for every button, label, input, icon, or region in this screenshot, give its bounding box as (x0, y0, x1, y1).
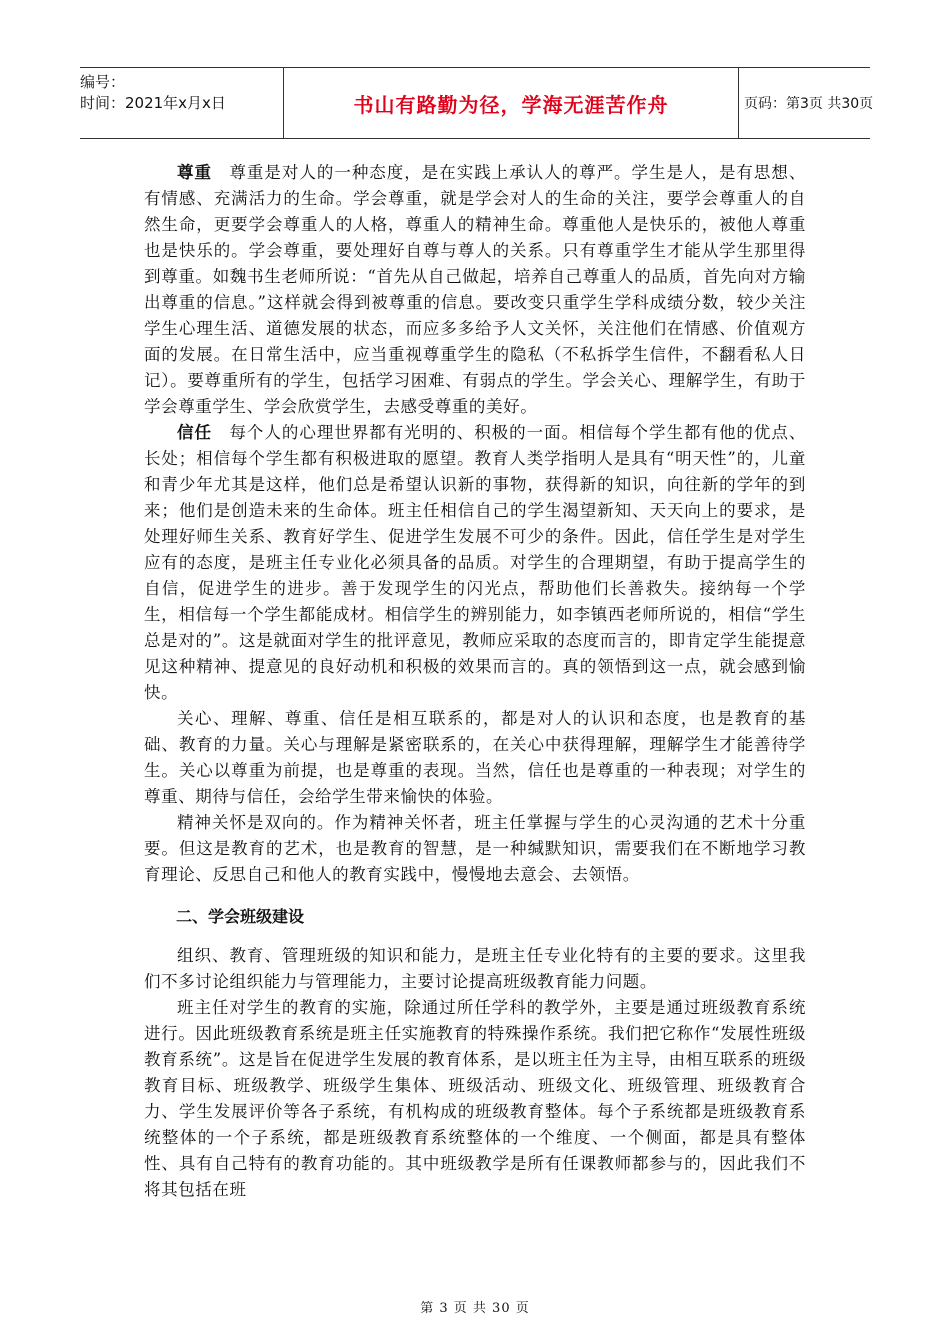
time-label: 时间：2021年x月x日 (80, 94, 226, 112)
paragraph-trust (144, 420, 806, 706)
paragraph-class-system: 班主任对学生的教育的实施，除通过所任学科的教学外，主要是通过班级教育系统进行。因此班级教育系统是班主任实施教育的特殊操作系统。我们把它称作“发展性班级教育系统”。这是旨在促进学生发展的教育体系，是以班主任为主导，由相互联系的班级教育目标、班级教学、班级学生集体、班级活动、班级文化、班级管理、班级教育合力、学生发展评价等各子系统，有机构成的班级教育整体。每个子系统都是班级教育系统整体的一个子系统，都是班级教育系统整体的一个维度、一个侧面，都是具有整体性、具有自己特有的教育功能的。其中班级教学是所有任课教师都参与的，因此我们不将其包括在班 (144, 998, 806, 1199)
section-title: 二、学会班级建设 (176, 907, 305, 926)
keyword-trust: 信任 (177, 423, 212, 442)
code-label: 编号： (80, 73, 126, 91)
paragraph-relations: 关心、理解、尊重、信任是相互联系的，都是对人的认识和态度，也是教育的基础、教育的力量。关心与理解是紧密联系的，在关心中获得理解，理解学生才能善待学生。关心以尊重为前提，也是尊重的表现。当然，信任也是尊重的一种表现；对学生的尊重、期待与信任，会给学生带来愉快的体验。 (144, 709, 806, 806)
document-body (144, 160, 806, 1203)
keyword-respect: 尊重 (177, 163, 212, 182)
page-footer: 第 3 页 共 30 页 (420, 1301, 530, 1316)
paragraph-respect-text: 尊重是对人的一种态度，是在实践上承认人的尊严。学生是人，是有思想、有情感、充满活力的生命。学会尊重，就是学会对人的生命的关注，要学会尊重人的自然生命，更要学会尊重人的人格，尊重人的精神生命。尊重他人是快乐的，被他人尊重也是快乐的。学会尊重，要处理好自尊与尊人的关系。只有尊重学生才能从学生那里得到尊重。如魏书生老师所说：“首先从自己做起，培养自己尊重人的品质，首先向对方输出尊重的信息。”这样就会得到被尊重的信息。要改变只重学生学科成绩分数，较少关注学生心理生活、道德发展的状态，而应多多给予人文关怀，关注他们在情感、价值观方面的发展。在日常生活中，应当重视尊重学生的隐私（不私拆学生信件，不翻看私人日记）。要尊重所有的学生，包括学习困难、有弱点的学生。学会关心、理解学生，有助于学会尊重学生、学会欣赏学生，去感受尊重的美好。 (144, 163, 806, 416)
paragraph-spiritual-care: 精神关怀是双向的。作为精神关怀者，班主任掌握与学生的心灵沟通的艺术十分重要。但这是教育的艺术，也是教育的智慧，是一种缄默知识，需要我们在不断地学习教育理论、反思自己和他人的教育实践中，慢慢地去意会、去领悟。 (144, 813, 806, 884)
page-label: 页码：第3页 共30页 (744, 96, 874, 112)
header-meta (80, 68, 283, 142)
paragraph-class-ability: 组织、教育、管理班级的知识和能力，是班主任专业化特有的主要的要求。这里我们不多讨论组织能力与管理能力，主要讨论提高班级教育能力问题。 (144, 946, 806, 991)
header-page-cell (740, 68, 874, 138)
header-motto-cell (283, 68, 739, 138)
paragraph-trust-text: 每个人的心理世界都有光明的、积极的一面。相信每个学生都有他的优点、长处；相信每个学生都有积极进取的愿望。教育人类学指明人是具有“明天性”的，儿童和青少年尤其是这样，他们总是希望认识新的事物，获得新的知识，向往新的学年的到来；他们是创造未来的生命体。班主任相信自己的学生渴望新知、天天向上的要求，是处理好师生关系、教育好学生、促进学生发展不可少的条件。因此，信任学生是对学生应有的态度，是班主任专业化必须具备的品质。对学生的合理期望，有助于提高学生的自信，促进学生的进步。善于发现学生的闪光点，帮助他们长善救失。接纳每一个学生，相信每一个学生都能成材。相信学生的辨别能力，如李镇西老师所说的，相信“学生总是对的”。这是就面对学生的批评意见，教师应采取的态度而言的，即肯定学生能提意见这种精神、提意见的良好动机和积极的效果而言的。真的领悟到这一点，就会感到愉快。 (144, 423, 806, 702)
motto-text: 书山有路勤为径，学海无涯苦作舟 (353, 92, 669, 117)
paragraph-respect (144, 160, 806, 420)
page-header (80, 67, 874, 139)
